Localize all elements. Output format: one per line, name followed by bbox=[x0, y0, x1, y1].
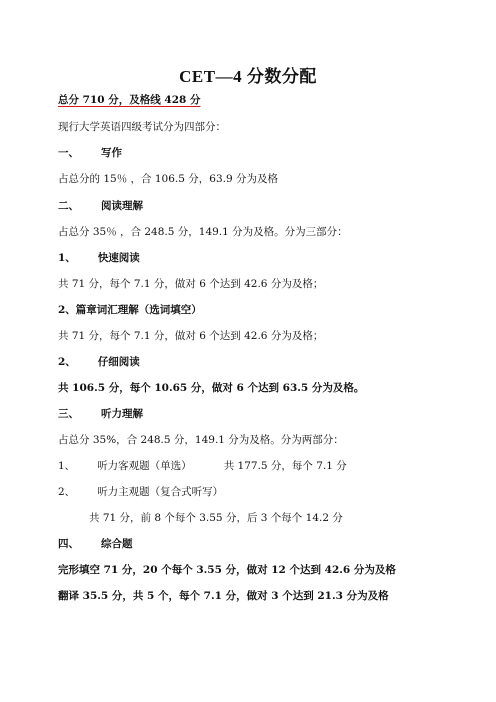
translation-detail: 翻译 35.5 分，共 5 个，每个 7.1 分，做对 3 个达到 21.3 分为及格 bbox=[58, 590, 389, 602]
listening-subjective-detail: 共 71 分，前 8 个每个 3.55 分，后 3 个每个 14.2 分 bbox=[89, 512, 343, 524]
fast-reading-detail: 共 71 分，每个 7.1 分，做对 6 个达到 42.6 分为及格； bbox=[58, 278, 324, 290]
subsection-vocabulary: 2、篇章词汇理解（选词填空） bbox=[58, 304, 202, 316]
subsection-listening-objective bbox=[58, 459, 347, 473]
listening-detail: 占总分 35%，合 248.5 分，149.1 分为及格。分为两部分： bbox=[58, 434, 344, 446]
subsection-number: 2、 bbox=[58, 356, 76, 368]
intro-line: 现行大学英语四级考试分为四部分： bbox=[58, 121, 226, 133]
section-comprehensive-heading bbox=[58, 537, 133, 551]
section-title: 综合题 bbox=[101, 538, 133, 550]
reading-detail: 占总分 35％ ，合 248.5 分，149.1 分为及格。分为三部分： bbox=[58, 226, 348, 238]
section-listening-heading bbox=[58, 407, 143, 421]
section-writing-heading bbox=[58, 146, 122, 160]
subsection-number: 1、 bbox=[58, 252, 76, 264]
subsection-number: 1、 bbox=[58, 460, 76, 472]
subsection-careful-reading bbox=[58, 355, 140, 369]
writing-detail: 占总分的 15％ ，合 106.5 分，63.9 分为及格 bbox=[58, 173, 278, 185]
subsection-listening-subjective bbox=[58, 485, 223, 499]
subsection-title: 快速阅读 bbox=[97, 252, 140, 264]
section-number: 三、 bbox=[58, 408, 79, 420]
cloze-detail: 完形填空 71 分，20 个每个 3.55 分，做对 12 个达到 42.6 分为及格 bbox=[58, 564, 396, 576]
subsection-title: 仔细阅读 bbox=[97, 356, 140, 368]
section-number: 一、 bbox=[58, 147, 79, 159]
subsection-title: 听力客观题（单选） bbox=[97, 460, 192, 472]
section-reading-heading bbox=[58, 199, 143, 213]
vocabulary-detail: 共 71 分，每个 7.1 分，做对 6 个达到 42.6 分为及格； bbox=[58, 330, 324, 342]
section-title: 写作 bbox=[101, 147, 122, 159]
total-score-text: 总分 710 分，及格线 428 分 bbox=[58, 94, 201, 106]
subsection-number: 2、 bbox=[58, 486, 76, 498]
subsection-fast-reading bbox=[58, 251, 140, 265]
section-title: 阅读理解 bbox=[101, 200, 143, 212]
section-title: 听力理解 bbox=[101, 408, 143, 420]
total-score-line bbox=[58, 93, 200, 107]
document-title: CET—4 分数分配 bbox=[179, 67, 317, 86]
section-number: 四、 bbox=[58, 538, 79, 550]
subsection-title: 听力主观题（复合式听写） bbox=[97, 486, 224, 498]
careful-reading-detail: 共 106.5 分，每个 10.65 分，做对 6 个达到 63.5 分为及格。 bbox=[58, 382, 365, 394]
subsection-score: 共 177.5 分，每个 7.1 分 bbox=[223, 460, 347, 472]
section-number: 二、 bbox=[58, 200, 79, 212]
